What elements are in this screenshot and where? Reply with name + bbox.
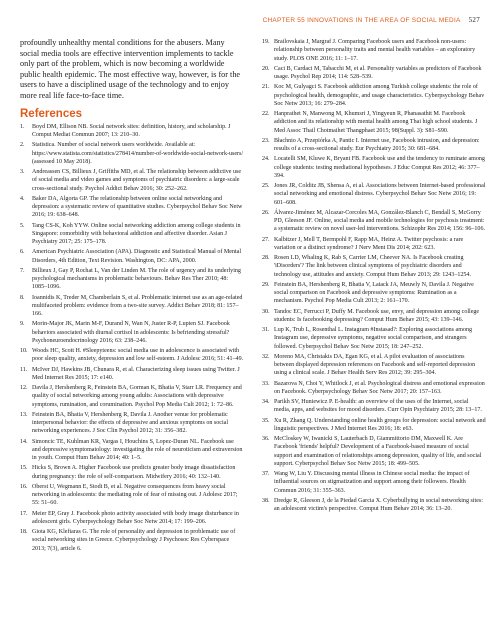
reference-number: 30. xyxy=(262,308,270,315)
reference-item xyxy=(262,353,486,378)
reference-number: 12. xyxy=(20,385,28,392)
reference-item xyxy=(20,510,244,527)
reference-text: Boyd DM, Ellison NB. Social network sites: definition, history, and scholarship. J Comput Mediat Commun 2007; 13: 210–30. xyxy=(32,123,231,139)
reference-number: 6. xyxy=(20,249,25,256)
reference-number: 29. xyxy=(262,281,270,288)
reference-item xyxy=(262,83,486,108)
right-column xyxy=(262,38,486,622)
reference-item xyxy=(262,281,486,306)
reference-item xyxy=(262,182,486,207)
reference-item xyxy=(20,195,244,220)
reference-text: Tandoc EC, Ferrucci P, Duffy M. Facebook use, envy, and depression among college students: Is facebooking depressing? Comput Hum Behav 2015; 43: 139–146. xyxy=(274,308,480,323)
reference-number: 31. xyxy=(262,327,270,333)
reference-number: 24. xyxy=(262,156,270,163)
reference-item xyxy=(262,417,486,434)
reference-item xyxy=(262,155,486,180)
reference-number: 10. xyxy=(20,348,28,355)
reference-number: 37. xyxy=(262,471,270,477)
reference-item xyxy=(20,483,244,508)
reference-text: Hanprathet N, Manwong M, Khumsri J, Yingyeun R, Phanasathit M. Facebook addiction and its relationship with mental health among Thai high school students. J Med Assoc Thail Chotmaihet Thangphaet 2015; 98(Suppl. 3): S81–S90. xyxy=(274,111,478,134)
reference-item xyxy=(262,398,486,415)
reference-item xyxy=(20,267,244,292)
reference-text: Rosen LD, Whaling K, Rab S, Carrier LM, Cheever NA. Is Facebook creating 'iDisorders'? The link between clinical symptoms of psychiatric disorders and technology use, attitudes and anxiety. Comput Hum Behav 2013; 29: 1243–1254. xyxy=(274,255,471,278)
reference-number: 1. xyxy=(20,123,25,130)
reference-text: Locatelli SM, Kluwe K, Bryant FB. Facebook use and the tendency to ruminate among college students: testing mediational hypotheses. J Educ Comput Res 2012; 46: 377–394. xyxy=(274,156,485,179)
reference-number: 3. xyxy=(20,169,25,176)
reference-text: Oberst U, Wegmann E, Stodt B, et al. Negative consequences from heavy social networking in adolescents: the mediating role of fear of missing out. J Adolesc 2017; 55: 51–60. xyxy=(32,483,238,507)
reference-item xyxy=(20,411,244,436)
page-number: 527 xyxy=(468,16,480,24)
reference-item xyxy=(262,110,486,135)
reference-text: Feinstein BA, Hershenberg R, Bhatia V, Latack JA, Meuwly N, Davila J. Negative social comparison on Facebook and depressive symptoms: Rumination as a mechanism. Psychol Pop Media Cult 2013; 2: 161–170. xyxy=(274,281,474,305)
reference-number: 35. xyxy=(262,417,270,424)
reference-number: 32. xyxy=(262,353,270,360)
reference-item xyxy=(262,65,486,82)
reference-number: 14. xyxy=(20,438,28,445)
reference-number: 7. xyxy=(20,267,25,274)
reference-number: 15. xyxy=(20,465,28,472)
reference-text: Tang CS-K, Koh YYW. Online social networking addiction among college students in Singapore: comorbidity with behavioral addiction and affective disorder. Asian J Psychiatry 2017; 25: 175–178. xyxy=(32,222,241,246)
reference-text: Jones JR, Colditz JB, Shensa A, et al. Associations between Internet-based professional social networking and emotional distress. Cyberpsychol Behav Soc Netw 2016; 19: 601–608. xyxy=(274,183,486,206)
reference-item xyxy=(262,308,486,325)
reference-number: 25. xyxy=(262,183,270,189)
reference-text: Feinstein BA, Bhatia V, Hershenberg R, Davila J. Another venue for problematic interpersonal behavior: the effects of depressive and anxious symptoms on social networking experiences. J Soc Clin Psychol 2012; 31: 356–382. xyxy=(32,411,229,435)
references-heading: References xyxy=(20,107,83,120)
reference-text: Baker DA, Algorta GP. The relationship between online social networking and depression: a systematic review of quantitative studies. Cyberpsychol Behav Soc Netw 2016; 19: 638–648. xyxy=(32,195,243,219)
reference-text: Parikh SV, Huniewicz P. E-health: an overview of the uses of the Internet, social media, apps, and websites for mood disorders. Curr Opin Psychiatry 2015; 28: 13–17. xyxy=(274,399,482,414)
running-head xyxy=(262,16,480,28)
reference-number: 9. xyxy=(20,321,25,328)
reference-text: American Psychiatric Association (APA). Diagnostic and Statistical Manual of Mental Disorders, 4th Edition, Text Revision. Washington, DC: APA, 2000. xyxy=(32,249,242,264)
reference-number: 26. xyxy=(262,209,270,216)
reference-item xyxy=(20,294,244,319)
reference-text: Giota KG, Kleftaras G. The role of personality and depression in problematic use of social networking sites in Greece. Cyberpsychology J Psychosoc Res Cyberspace 2013; 7(3), article 6. xyxy=(32,529,236,552)
reference-item xyxy=(20,123,244,140)
running-title: CHAPTER 55 INNOVATIONS IN THE AREA OF SOCIAL MEDIA xyxy=(262,17,461,24)
reference-item xyxy=(20,320,244,345)
reference-item xyxy=(20,464,244,481)
reference-item xyxy=(262,497,486,514)
reference-item xyxy=(20,168,244,193)
reference-text: Błachnio A, Przepiórka A, Pantic I. Internet use, Facebook intrusion, and depression: results of a cross-sectional study. Eur Psychiatry 2015; 30: 681–684. xyxy=(274,137,480,152)
reference-item xyxy=(262,254,486,279)
reference-text: Andreassen CS, Billieux J, Griffiths MD, et al. The relationship between addictive use of social media and video games and symptoms of psychiatric disorders: a large-scale cross-sectional study. Psychol Addict Behav 2016; 30: 252–262. xyxy=(32,169,242,192)
reference-number: 2. xyxy=(20,142,25,149)
reference-text: Davila J, Hershenberg R, Feinstein BA, Gorman K, Bhatia V, Starr LR. Frequency and quality of social networking among young adults: Associations with depressive symptoms, rumination, and corumination. Psychol Pop Media Cult 2012; 1: 72–86. xyxy=(32,385,242,408)
reference-number: 22. xyxy=(262,111,270,117)
reference-text: Dredge R, Gleeson J, de la Piedad Garcia X. Cyberbullying in social networking sites: an adolescent victim's perspective. Comput Hum Behav 2014; 36: 13–20. xyxy=(274,497,483,512)
reference-item xyxy=(20,366,244,383)
reference-number: 33. xyxy=(262,380,270,387)
reference-number: 11. xyxy=(20,366,28,373)
reference-item xyxy=(20,528,244,553)
reference-item xyxy=(20,141,244,166)
reference-text: Meier EP, Gray J. Facebook photo activity associated with body image disturbance in adolescent girls. Cyberpsychology Behav Soc Netw 2014; 17: 199–206. xyxy=(32,510,239,525)
reference-item xyxy=(262,236,486,253)
reference-text: McCloskey W, Iwanicki S, Lauterbach D, Giammittorio DM, Maxwell K. Are Facebook 'friends' helpful? Development of a Facebook-based measure of social support and examination of relationships among depression, quality of life, and social support. Cyberpsychol Behav Soc Netw 2015; 18: 499–505. xyxy=(274,436,482,467)
reference-number: 38. xyxy=(262,497,270,504)
reference-text: Koc M, Gulyagci S. Facebook addiction among Turkish college students: the role of psychological health, demographic, and usage characteristics. Cyberpsychology Behav Soc Netw 2013; 16: 279–284. xyxy=(274,84,485,107)
reference-text: Wang W, Liu Y. Discussing mental illness in Chinese social media: the impact of influential sources on stigmatization and support among their followers. Health Commun 2016; 31: 355–363. xyxy=(274,471,470,494)
reference-text: Brailovskaia J, Margraf J. Comparing Facebook users and Facebook non-users: relationship between personality traits and mental health variables – an exploratory study. PLOS ONE 2016; 11: 1–17. xyxy=(274,39,476,62)
reference-number: 13. xyxy=(20,411,28,418)
reference-item xyxy=(262,209,486,234)
reference-text: Bazarova N, Choi Y, Whitlock J, et al. Psychological distress and emotional expression on Facebook. Cyberpsychology Behav Soc Netw 2017; 20: 157–163. xyxy=(274,380,485,395)
reference-text: Kalbitzer J, Mell T, Bermpohl F, Rapp MA, Heinz A. Twitter psychosis: a rare variation or a distinct syndrome? J Nerv Ment Dis 2014; 202: 623. xyxy=(274,236,464,251)
reference-number: 21. xyxy=(262,84,270,91)
reference-number: 4. xyxy=(20,195,25,202)
intro-paragraph: profoundly unhealthy mental conditions for the abusers. Many social media tools are effective intervention implements to tackle only part of the problem, which is now becoming a worldwide public health epidemic. The most effective way, however, is for the users to have a disciplined usage of the technology and to enjoy more real life face-to-face time. xyxy=(20,38,241,100)
reference-text: Lup K, Trub L, Rosenthal L. Instagram #Instasad?: Exploring associations among Instagram use, depressive symptoms, negative social comparison, and strangers followed. Cyberpsychol Behav Soc Netw 2015; 18: 247–252. xyxy=(274,327,473,350)
reference-item xyxy=(20,347,244,364)
reference-text: Simoncic TE, Kuhlman KR, Vargas I, Houchins S, Lopez-Duran NL. Facebook use and depressive symptomatology: investigating the role of neuroticism and extraversion in youth. Comput Hum Behav 2014; 40: 1–5. xyxy=(32,438,243,462)
reference-text: Xu R, Zhang Q. Understanding online health groups for depression: social network and linguistic perspectives. J Med Internet Res 2016; 18: e63. xyxy=(274,417,486,432)
reference-text: Ioannidis K, Treder M, Chamberlain S, et al. Problematic internet use as an age-related multifaceted problem: evidence from a two-site survey. Addict Behav 2018; 81: 157–166. xyxy=(32,294,243,318)
reference-number: 8. xyxy=(20,294,25,301)
reference-number: 28. xyxy=(262,255,270,261)
reference-text: Morin-Major JK, Marin M-F, Durand N, Wan N, Juster R-P, Lupien SJ. Facebook behaviors associated with diurnal cortisol in adolescents: Is befriending stressful? Psychoneuroendocrinology 2016; 63: 238–246. xyxy=(32,321,230,344)
reference-number: 20. xyxy=(262,65,270,72)
reference-number: 23. xyxy=(262,137,270,144)
reference-number: 19. xyxy=(262,39,270,45)
reference-list-left xyxy=(20,123,244,553)
reference-text: Caci B, Cardaci M, Tabacchi M, et al. Personality variables as predictors of Facebook usage. Psychol Rep 2014; 114: 528–539. xyxy=(274,65,482,80)
reference-text: McIver DJ, Hawkins JB, Chunara R, et al. Characterizing sleep issues using Twitter. J Med Internet Res 2015; 17: e140. xyxy=(32,366,240,381)
reference-item xyxy=(20,384,244,409)
reference-item xyxy=(20,438,244,463)
reference-number: 16. xyxy=(20,483,28,490)
reference-item xyxy=(20,248,244,265)
reference-text: Moreno MA, Christakis DA, Egan KG, et al. A pilot evaluation of associations between displayed depression references on Facebook and self-reported depression using a clinical scale. J Behav Health Serv Res 2012; 39: 295–304. xyxy=(274,353,476,377)
left-column xyxy=(20,38,244,622)
reference-item xyxy=(20,222,244,247)
reference-item xyxy=(262,470,486,495)
reference-text: Woods HC, Scott H. #Sleepyteens: social media use in adolescence is associated with poor sleep quality, anxiety, depression and low self-esteem. J Adolesc 2016; 51: 41–49. xyxy=(32,348,244,363)
reference-list-right xyxy=(262,38,486,513)
reference-number: 17. xyxy=(20,510,28,517)
reference-item xyxy=(262,435,486,468)
reference-number: 5. xyxy=(20,222,25,229)
reference-text: Statistica. Number of social network users worldwide. Available at: https://www.statista.com/statistics/278414/number-of-worldwide-social-network-users/ (assessed 10 May 2018). xyxy=(32,142,244,165)
reference-text: Hicks S, Brown A. Higher Facebook use predicts greater body image dissatisfaction during pregnancy: the role of self-comparison. Midwifery 2016; 40: 132–140. xyxy=(32,465,236,480)
reference-item xyxy=(262,38,486,63)
reference-text: Billieux J, Gay P, Rochat L, Van der Linden M. The role of urgency and its underlying psychological mechanisms in problematic behaviours. Behav Res Ther 2010; 48: 1085–1096. xyxy=(32,267,241,291)
reference-item xyxy=(262,326,486,351)
reference-number: 27. xyxy=(262,236,270,243)
reference-number: 34. xyxy=(262,399,270,405)
reference-number: 18. xyxy=(20,529,28,536)
reference-item xyxy=(262,137,486,154)
reference-text: Álvarez-Jiménez M, Alcazar-Corcoles MA, González-Blanch C, Bendall S, McGorry PD, Gleeson JF. Online, social media and mobile technologies for psychosis treatment: a systematic review on novel user-led interventions. Schizophr Res 2014; 156: 96–106. xyxy=(274,209,485,233)
reference-item xyxy=(262,380,486,397)
reference-number: 36. xyxy=(262,436,270,442)
